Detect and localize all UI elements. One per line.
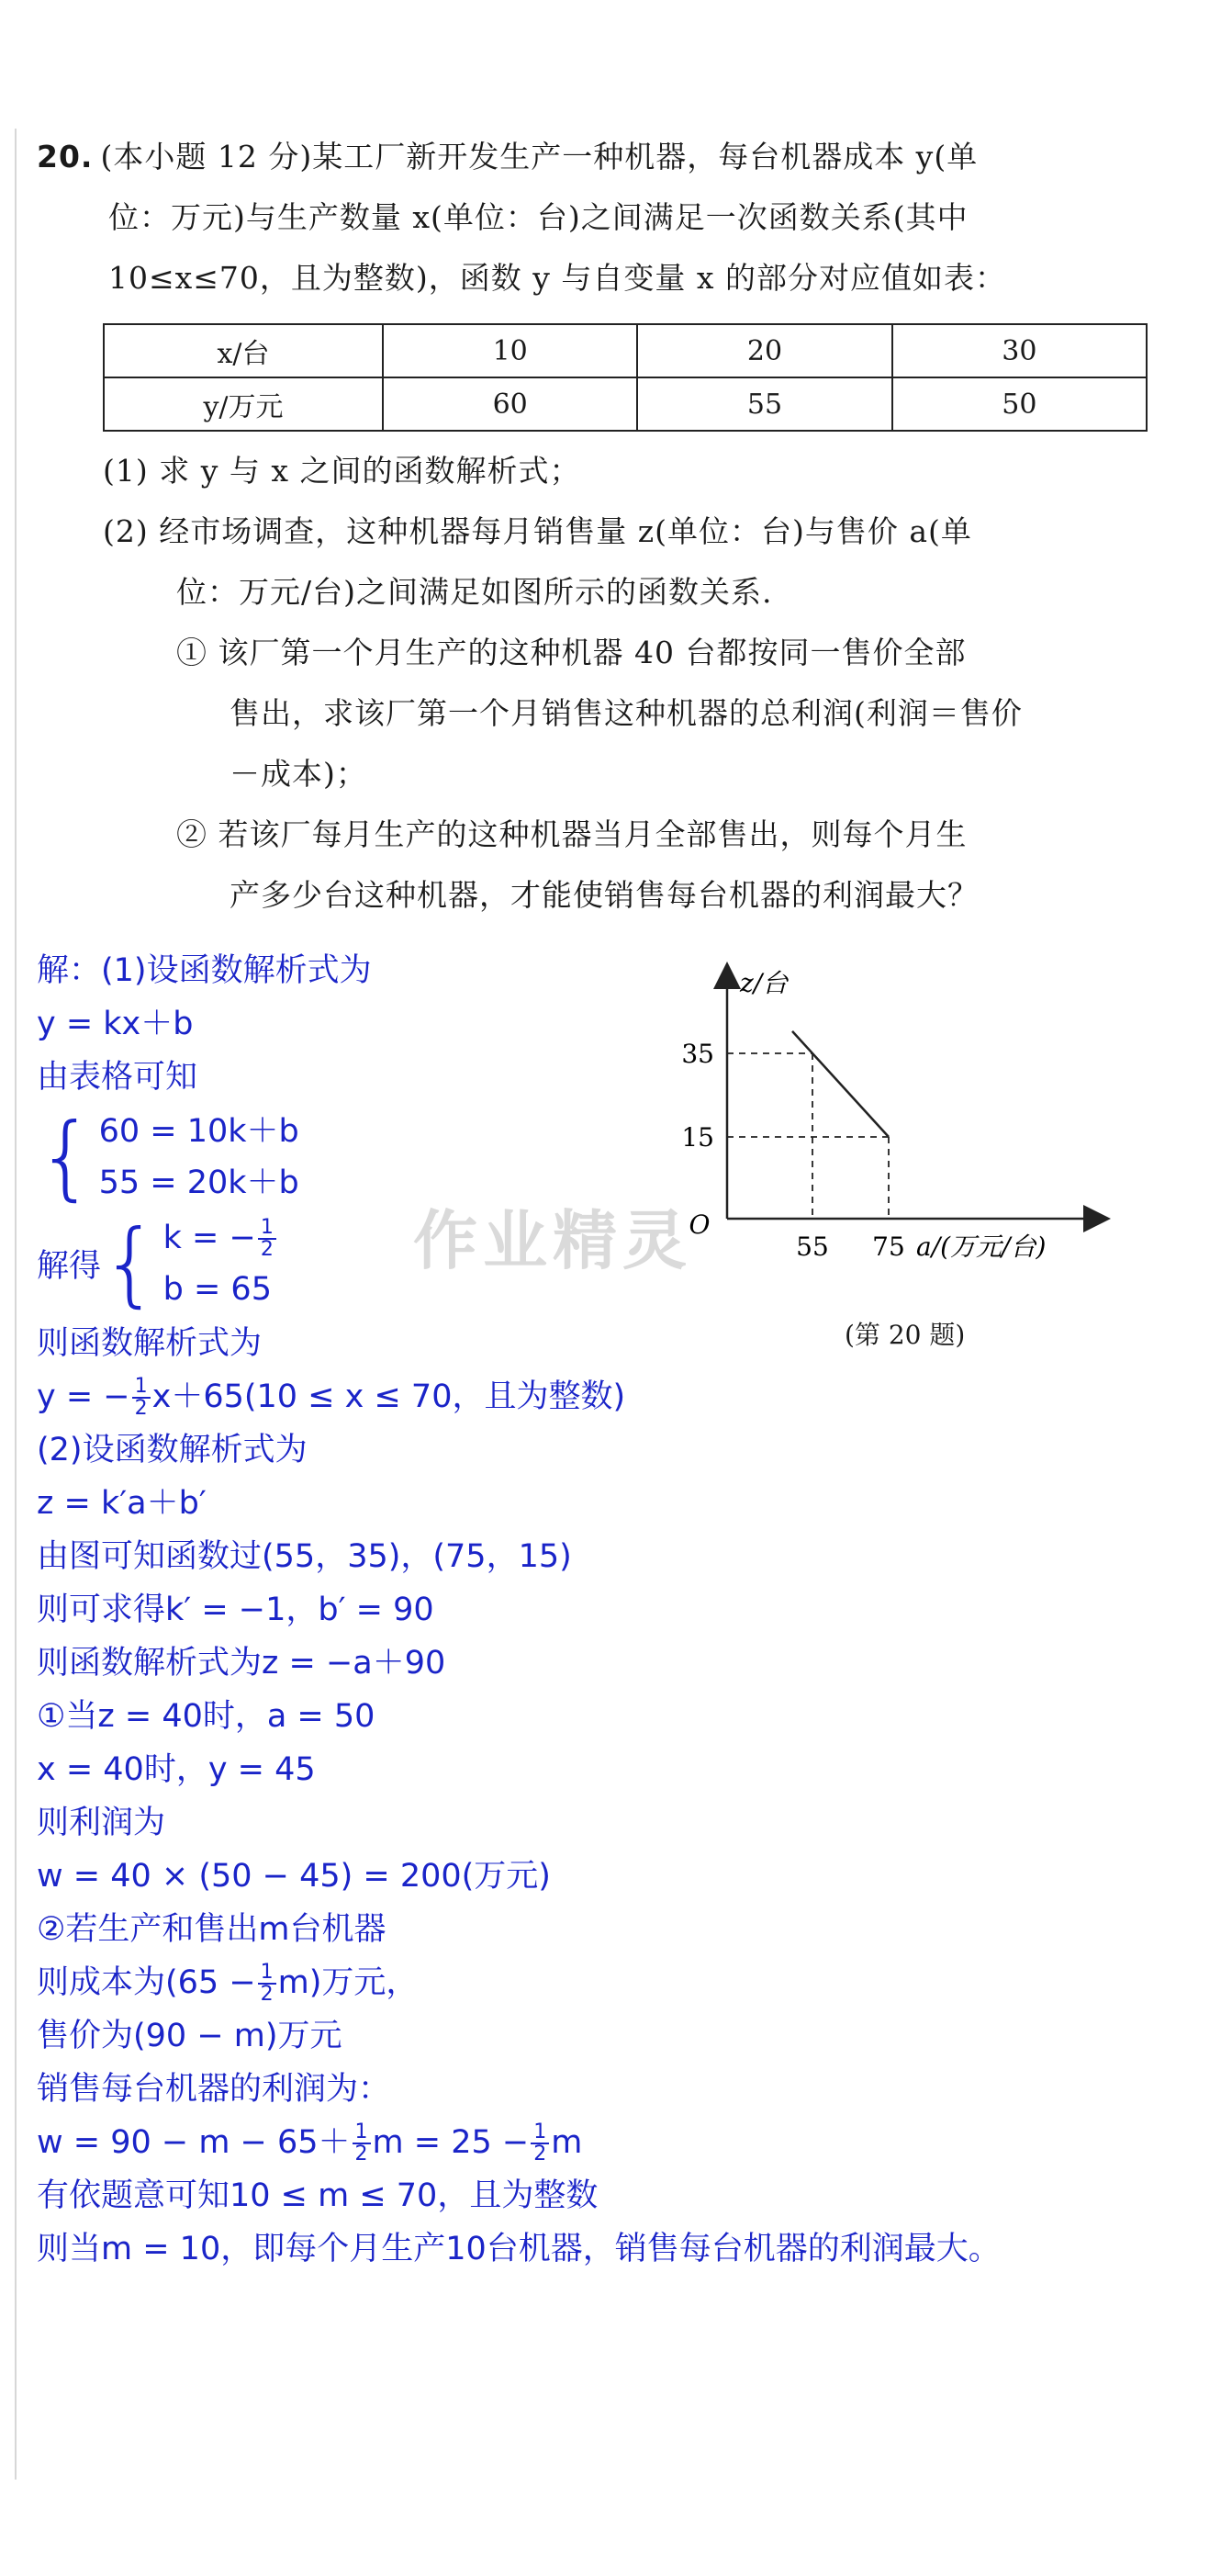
table-cell: 60 <box>383 377 637 431</box>
equation: b = 65 <box>162 1271 272 1308</box>
solution-line: 由表格可知 <box>37 1059 198 1096</box>
solution-line: 解：(1)设函数解析式为 <box>37 952 372 989</box>
origin-label: O <box>689 1209 711 1240</box>
subquestion-2a-line-1: ① 该厂第一个月生产的这种机器 40 台都按同一售价全部 <box>176 635 967 670</box>
brace-symbol: { <box>37 1103 95 1210</box>
subquestions <box>103 441 1149 926</box>
solution-line: 则函数解析式为 <box>37 1325 263 1362</box>
y-tick-label: 15 <box>681 1122 714 1153</box>
table-cell: 10 <box>383 324 637 377</box>
fraction: $\frac{1}{2}$ <box>258 1963 276 2005</box>
solution-line: 则当m = 10，即每个月生产10台机器，销售每台机器的利润最大。 <box>37 2231 1001 2267</box>
solution-line: w = 40 × (50 − 45) = 200(万元) <box>37 1858 551 1895</box>
table-cell: x/台 <box>104 324 383 377</box>
y-axis-label: z/台 <box>740 968 789 998</box>
solution-line: w = 90 − m − 65＋ $\frac{1}{2}$ m = 25 − $\frac{1}{2}$ m <box>37 2120 583 2165</box>
problem-line-1: (本小题 12 分)某工厂新开发生产一种机器，每台机器成本 y(单 <box>100 139 979 174</box>
subquestion-2b-line-1: ② 若该厂每月生产的这种机器当月全部售出，则每个月生 <box>176 816 968 852</box>
brace-symbol: { <box>101 1209 160 1317</box>
equation-system <box>37 1104 1212 1210</box>
problem-statement <box>37 127 1148 309</box>
x-axis-label: a/(万元/台) <box>916 1232 1047 1262</box>
solution-line: 售价为(90 − m)万元 <box>37 2018 342 2054</box>
solution <box>37 944 1212 2276</box>
solution-line: y = kx＋b <box>37 1006 194 1042</box>
solution-line: 销售每台机器的利润为： <box>37 2071 391 2108</box>
solution-line: 由图可知函数过(55，35)，(75，15) <box>37 1538 572 1575</box>
solution-line: 则利润为 <box>37 1805 166 1841</box>
table-row <box>104 377 1147 431</box>
solution-line: 则成本为(65 − $\frac{1}{2}$ m)万元， <box>37 1961 419 2006</box>
solution-line: 则函数解析式为z = −a＋90 <box>37 1645 446 1682</box>
solution-line: ①当z = 40时，a = 50 <box>37 1698 375 1735</box>
page-margin-line <box>15 129 17 2480</box>
value-table <box>103 323 1148 432</box>
subquestion-2b-line-2: 产多少台这种机器，才能使销售每台机器的利润最大？ <box>230 877 979 913</box>
solution-line: (2)设函数解析式为 <box>37 1432 308 1468</box>
solution-line: 有依题意可知10 ≤ m ≤ 70，且为整数 <box>37 2177 599 2214</box>
fraction: $\frac{1}{2}$ <box>353 2122 371 2165</box>
fraction: $\frac{1}{2}$ <box>258 1218 276 1260</box>
solution-line: 则可求得k′ = −1，b′ = 90 <box>37 1592 434 1628</box>
table-cell: 50 <box>892 377 1147 431</box>
problem-line-3: 10≤x≤70，且为整数)，函数 y 与自变量 x 的部分对应值如表： <box>108 260 1006 296</box>
subquestion-2-line-2: 位：万元/台)之间满足如图所示的函数关系. <box>176 574 773 610</box>
y-tick-label: 35 <box>681 1039 714 1069</box>
subquestion-2-line-1: (2) 经市场调查，这种机器每月销售量 z(单位：台)与售价 a(单 <box>103 513 972 549</box>
solution-system <box>37 1210 1212 1317</box>
solution-line: y = − $\frac{1}{2}$ x＋65(10 ≤ x ≤ 70，且为整数) <box>37 1375 626 1420</box>
x-tick-label: 75 <box>872 1232 905 1262</box>
subquestion-2a-line-3: －成本)； <box>230 756 367 792</box>
solution-line: x = 40时，y = 45 <box>37 1751 316 1788</box>
solution-line: ②若生产和售出m台机器 <box>37 1911 386 1948</box>
subquestion-2a-line-2: 售出，求该厂第一个月销售这种机器的总利润(利润＝售价 <box>230 695 1023 731</box>
problem-line-2: 位：万元)与生产数量 x(单位：台)之间满足一次函数关系(其中 <box>108 199 969 235</box>
table-cell: 55 <box>637 377 891 431</box>
table-row <box>104 324 1147 377</box>
fraction: $\frac{1}{2}$ <box>531 2122 549 2165</box>
x-tick-label: 55 <box>796 1232 829 1262</box>
equation: k = − $\frac{1}{2}$ <box>163 1212 278 1264</box>
figure-caption: (第 20 题) <box>845 1320 966 1350</box>
solution-line: z = k′a＋b′ <box>37 1485 207 1522</box>
fraction: $\frac{1}{2}$ <box>132 1377 151 1419</box>
table-cell: 30 <box>892 324 1147 377</box>
table-cell: 20 <box>637 324 891 377</box>
watermark: 作业精灵 <box>413 1203 692 1278</box>
table-cell: y/万元 <box>104 377 383 431</box>
solved-label: 解得 <box>37 1248 102 1285</box>
subquestion-1: (1) 求 y 与 x 之间的函数解析式； <box>103 453 581 489</box>
equation: 55 = 20k＋b <box>98 1164 299 1201</box>
question-number: 20. <box>37 139 94 174</box>
equation: 60 = 10k＋b <box>98 1113 299 1150</box>
